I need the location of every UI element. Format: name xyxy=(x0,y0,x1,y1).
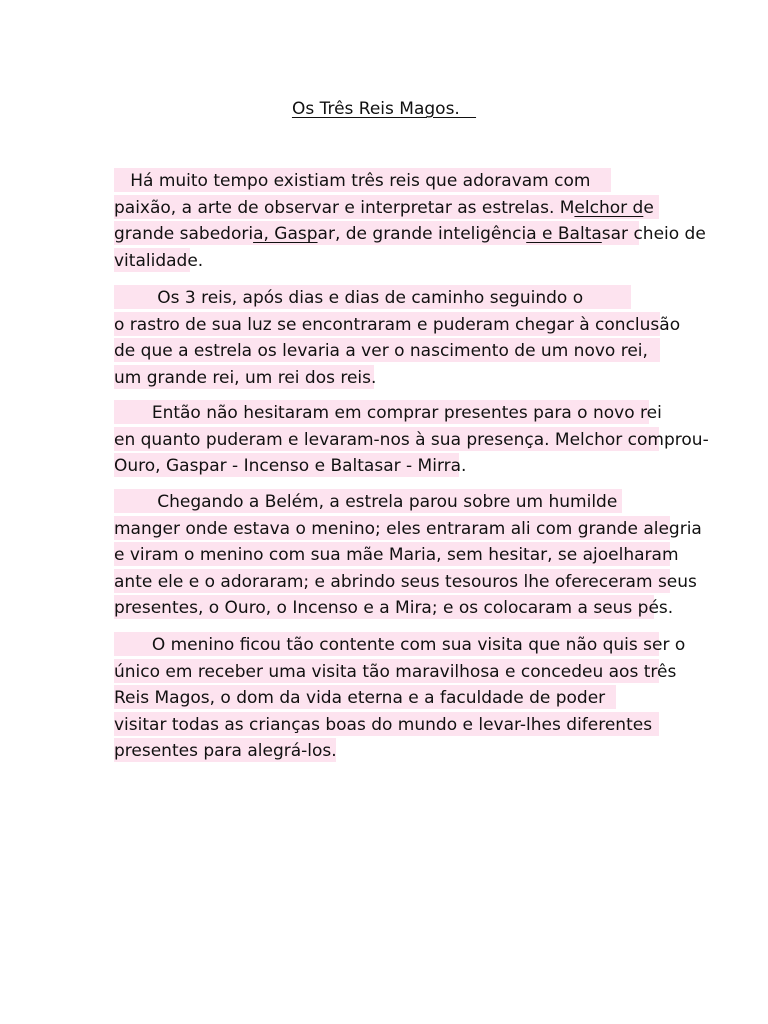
text-line xyxy=(114,451,674,478)
text-line xyxy=(114,487,674,514)
text-line xyxy=(114,219,706,246)
text-segment: visitar todas as crianças boas do mundo e levar-lhes diferentes xyxy=(114,714,653,735)
line-text xyxy=(114,714,652,736)
text-segment: sar cheio de xyxy=(601,224,706,245)
text-segment: ar, de grande inteligênci xyxy=(317,224,527,245)
document-title-text: Os Três Reis Magos. xyxy=(291,99,477,119)
text-line xyxy=(114,710,674,737)
text-segment: ante ele e o adoraram; e abrindo seus tesouros lhe ofereceram seus xyxy=(114,571,697,592)
text-segment: en quanto puderam e levaram-nos à sua presença. Melchor comprou- xyxy=(114,429,709,450)
text-segment: presentes para alegrá-los. xyxy=(114,741,337,762)
line-text xyxy=(114,518,702,540)
text-segment: único em receber uma visita tão maravilhosa e concedeu aos três xyxy=(114,661,677,682)
text-line xyxy=(114,683,674,710)
line-text xyxy=(114,340,648,362)
document-title xyxy=(0,98,768,120)
paragraph xyxy=(114,487,702,620)
line-text xyxy=(114,223,706,245)
text-segment: o rastro de sua luz se encontraram e puderam chegar à conclusão xyxy=(114,314,681,335)
text-line xyxy=(114,593,674,620)
text-segment: Então não hesitaram em comprar presentes para o novo rei xyxy=(114,403,662,423)
text-line xyxy=(114,283,674,310)
line-text xyxy=(114,571,697,593)
line-text xyxy=(114,687,605,709)
underlined-text: a e Balta xyxy=(526,224,602,245)
text-line xyxy=(114,657,677,684)
text-line xyxy=(114,425,709,452)
line-text xyxy=(114,597,673,619)
text-line xyxy=(114,630,686,657)
line-text xyxy=(114,250,203,272)
text-segment: e xyxy=(643,197,654,218)
line-text xyxy=(114,740,337,762)
paragraph xyxy=(114,630,686,763)
text-segment: manger onde estava o menino; eles entraram ali com grande alegria xyxy=(114,518,702,539)
text-line xyxy=(114,514,702,541)
text-segment: Ouro, Gaspar - Incenso e Baltasar - Mirra. xyxy=(114,456,467,477)
line-text xyxy=(114,314,680,336)
line-text xyxy=(114,544,679,566)
line-text xyxy=(114,429,709,451)
underlined-text: a, Gasp xyxy=(253,224,318,245)
text-segment: vitalidade. xyxy=(114,250,204,271)
text-segment: grande sabedori xyxy=(114,224,254,245)
line-text xyxy=(114,402,662,424)
text-line xyxy=(114,166,674,193)
line-text xyxy=(114,367,376,389)
text-segment: O menino ficou tão contente com sua visita que não quis ser o xyxy=(114,635,686,655)
line-text xyxy=(114,491,617,513)
line-text xyxy=(114,661,676,683)
text-line xyxy=(114,193,674,220)
text-segment: Há muito tempo existiam três reis que adoravam com xyxy=(114,171,591,191)
text-line xyxy=(114,310,681,337)
line-text xyxy=(114,287,583,309)
text-line xyxy=(114,567,697,594)
text-segment: um grande rei, um rei dos reis. xyxy=(114,367,377,388)
text-segment: Os 3 reis, após dias e dias de caminho seguindo o xyxy=(114,288,584,308)
line-text xyxy=(114,455,466,477)
text-line xyxy=(114,336,674,363)
line-text xyxy=(114,170,590,192)
text-line xyxy=(114,363,674,390)
text-segment: paixão, a arte de observar e interpretar as estrelas. M xyxy=(114,197,575,218)
line-text xyxy=(114,197,654,219)
text-segment: Reis Magos, o dom da vida eterna e a faculdade de poder xyxy=(114,688,606,709)
paragraph xyxy=(114,166,706,272)
text-segment: de que a estrela os levaria a ver o nascimento de um novo rei, xyxy=(114,341,648,362)
paragraph xyxy=(114,283,681,389)
text-line xyxy=(114,398,674,425)
text-segment: Chegando a Belém, a estrela parou sobre um humilde xyxy=(114,492,618,512)
line-text xyxy=(114,634,685,656)
text-line xyxy=(114,540,679,567)
text-segment: presentes, o Ouro, o Incenso e a Mira; e os colocaram a seus pés. xyxy=(114,598,674,619)
text-segment: e viram o menino com sua mãe Maria, sem hesitar, se ajoelharam xyxy=(114,545,679,566)
paragraph xyxy=(114,398,709,478)
underlined-text: elchor d xyxy=(574,197,644,218)
text-line xyxy=(114,246,674,273)
text-line xyxy=(114,736,674,763)
